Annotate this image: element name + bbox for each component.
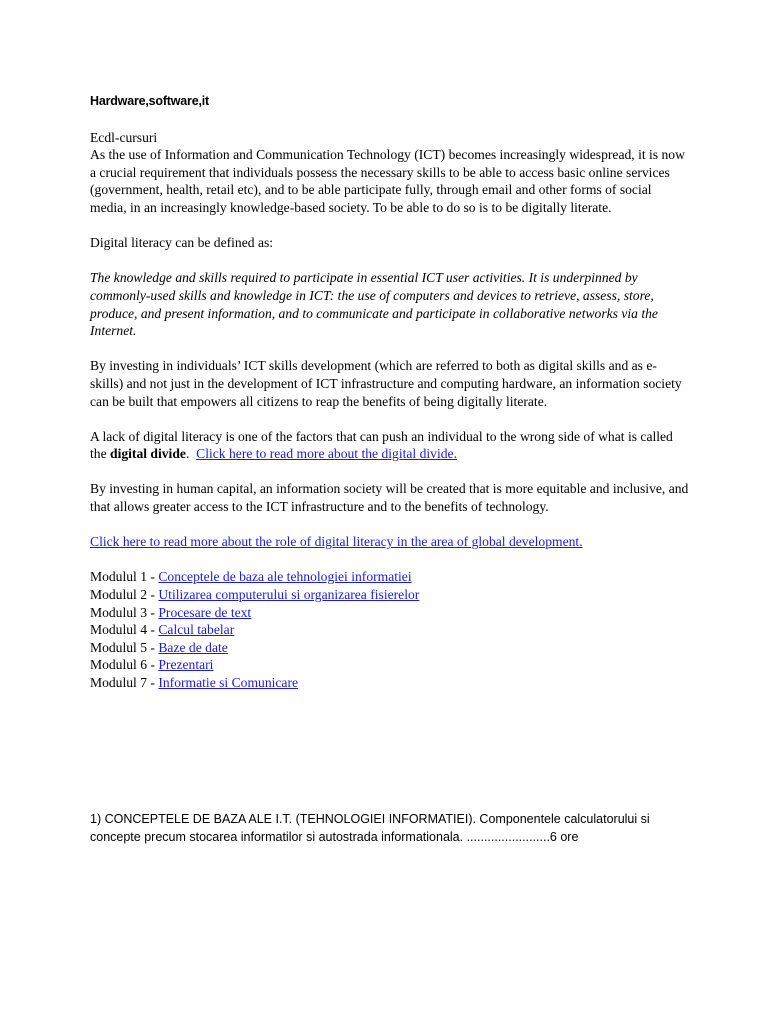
module-list xyxy=(90,568,690,691)
digital-divide-term: digital divide xyxy=(110,446,186,462)
digital-divide-link[interactable]: Click here to read more about the digital divide. xyxy=(196,446,457,462)
module-prefix: Modulul 3 - xyxy=(90,604,159,620)
definition-quote: The knowledge and skills required to participate in essential ICT user activities. It is underpinned by commonly-used skills and knowledge in ICT: the use of computers and devices to retrieve, assess, store, produce, and present information, and to communicate and participate in collaborative networks via the Internet. xyxy=(90,270,658,339)
divide-text-after: . xyxy=(185,446,197,462)
list-item xyxy=(90,604,690,622)
intro-paragraph xyxy=(90,129,690,217)
module-link-2[interactable]: Utilizarea computerului si organizarea fisierelor xyxy=(158,587,420,603)
divide-text-before: A lack of digital literacy is one of the factors that can push an individual to the wrong side of what is called the xyxy=(90,428,673,462)
module-link-5[interactable]: Baze de date xyxy=(158,639,228,655)
list-item xyxy=(90,656,690,674)
module-link-6[interactable]: Prezentari xyxy=(158,657,214,673)
module-prefix: Modulul 6 - xyxy=(90,657,159,673)
global-development-link[interactable]: Click here to read more about the role of digital literacy in the area of global development. xyxy=(90,534,583,550)
investing-paragraph: By investing in individuals’ ICT skills development (which are referred to both as digital skills and as e-skills) and not just in the development of ICT infrastructure and computing hardware, an information society can be built that empowers all citizens to reap the benefits of being digitally literate. xyxy=(90,358,682,409)
module-link-4[interactable]: Calcul tabelar xyxy=(158,622,235,638)
list-item xyxy=(90,621,690,639)
module-prefix: Modulul 4 - xyxy=(90,622,159,638)
list-item xyxy=(90,639,690,657)
module-link-1[interactable]: Conceptele de baza ale tehnologiei informatiei xyxy=(158,569,412,585)
document-page xyxy=(90,93,690,844)
definition-intro: Digital literacy can be defined as: xyxy=(90,235,274,251)
global-development-paragraph xyxy=(90,533,690,551)
human-capital-paragraph: By investing in human capital, an information society will be created that is more equitable and inclusive, and that allows greater access to the ICT infrastructure and to the benefits of technology. xyxy=(90,481,689,515)
section-heading: 1) CONCEPTELE DE BAZA ALE I.T. (TEHNOLOGIEI INFORMATIEI). Componentele calculatorului si concepte precum stocarea informatilor si autostrada informationala. ........................6 ore xyxy=(90,812,650,844)
list-item xyxy=(90,586,690,604)
intro-subtitle: Ecdl-cursuri xyxy=(90,129,158,145)
list-item xyxy=(90,568,690,586)
document-title: Hardware,software,it xyxy=(90,94,209,108)
intro-text: As the use of Information and Communication Technology (ICT) becomes increasingly widespread, it is now a crucial requirement that individuals possess the necessary skills to be able to access basic online services (government, health, retail etc), and to be able participate fully, through email and other forms of social media, in an increasingly knowledge-based society. To be able to do so is to be digitally literate. xyxy=(90,147,685,215)
module-link-3[interactable]: Procesare de text xyxy=(158,604,252,620)
module-prefix: Modulul 2 - xyxy=(90,587,159,603)
list-item xyxy=(90,674,690,692)
module-prefix: Modulul 5 - xyxy=(90,639,159,655)
module-link-7[interactable]: Informatie si Comunicare xyxy=(158,675,299,690)
digital-divide-paragraph xyxy=(90,428,690,463)
module-prefix: Modulul 7 - xyxy=(90,675,159,690)
module-prefix: Modulul 1 - xyxy=(90,569,159,585)
